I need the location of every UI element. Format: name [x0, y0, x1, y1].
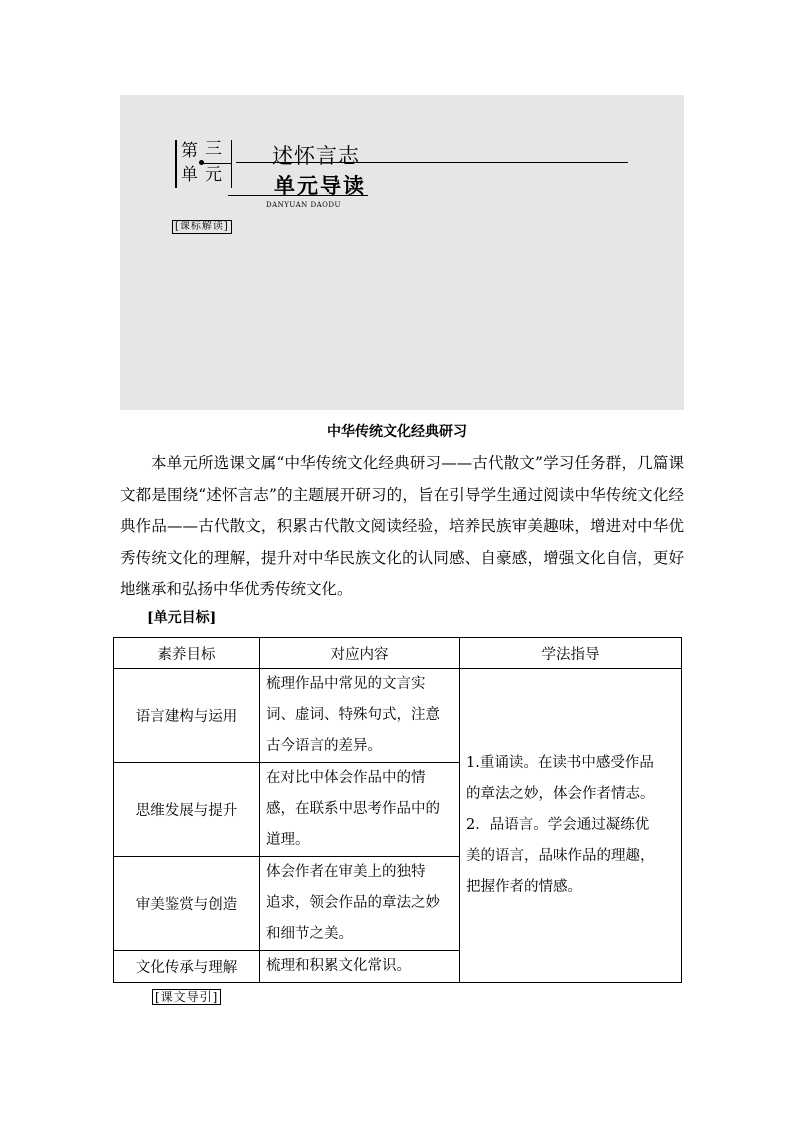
table-header-row [114, 638, 682, 669]
content-line: 梳理作品中常见的文言实 [266, 676, 426, 692]
standard-tag [172, 220, 232, 234]
goal-cell: 思维发展与提升 [114, 763, 260, 857]
table-header: 素养目标 [114, 638, 260, 669]
content-cell [260, 763, 460, 857]
goal-cell: 文化传承与理解 [114, 951, 260, 983]
goals-table [113, 637, 682, 983]
unit-title-pinyin: DANYUAN DAODU [266, 201, 341, 209]
content-line: 感，在联系中思考作品中的 [266, 801, 440, 817]
text-guide-tag-label: [课文导引] [152, 989, 221, 1005]
content-line: 在对比中体会作品中的情 [266, 770, 426, 786]
logo-right-bar [231, 140, 232, 188]
content-line: 道理。 [266, 832, 310, 848]
logo-dot [199, 160, 204, 165]
guidance-line: 1.重诵读。在读书中感受作品 [466, 755, 654, 771]
unit-char: 第 [181, 141, 198, 161]
content-cell [260, 669, 460, 763]
table-header: 对应内容 [260, 638, 460, 669]
goal-cell: 审美鉴赏与创造 [114, 857, 260, 951]
text-guide-tag [152, 989, 221, 1005]
unit-char: 元 [205, 165, 222, 185]
content-line: 词、虚词、特殊句式，注意 [266, 707, 440, 723]
goal-cell: 语言建构与运用 [114, 669, 260, 763]
section-title: 中华传统文化经典研习 [327, 424, 467, 440]
guidance-line: 把握作者的情感。 [466, 879, 582, 895]
guidance-line: 的章法之妙，体会作者情志。 [466, 786, 655, 802]
unit-title: 单元导读 [274, 174, 366, 198]
intro-paragraph: 本单元所选课文属“中华传统文化经典研习——古代散文”学习任务群，几篇课文都是围绕“述怀言志”的主题展开研习的，旨在引导学生通过阅读中华传统文化经典作品——古代散文，积累古代散文阅读经验，培养民族审美趣味，增进对中华优秀传统文化的理解，提升对中华民族文化的认同感、自豪感，增强文化自信，更好地继承和弘扬中华优秀传统文化。 [120, 454, 684, 598]
goals-label: [单元目标] [147, 610, 217, 626]
table-header: 学法指导 [460, 638, 682, 669]
standard-tag-label: [课标解读] [172, 220, 232, 234]
table-row [114, 669, 682, 763]
logo-left-bar [175, 140, 177, 188]
unit-subtitle: 述怀言志 [272, 144, 360, 168]
unit-number-logo [175, 140, 233, 190]
logo-middle-bar [203, 163, 231, 164]
content-cell [260, 857, 460, 951]
guidance-line: 美的语言，品味作品的理趣， [466, 848, 655, 864]
unit-char: 三 [205, 139, 222, 159]
content-line: 古今语言的差异。 [266, 738, 382, 754]
guidance-cell [460, 669, 682, 983]
content-line: 追求，领会作品的章法之妙 [266, 895, 440, 911]
unit-char: 单 [181, 165, 198, 185]
content-line: 体会作者在审美上的独特 [266, 864, 426, 880]
content-line: 梳理和积累文化常识。 [266, 958, 411, 974]
content-cell [260, 951, 460, 983]
content-line: 和细节之美。 [266, 926, 353, 942]
guidance-line: 2．品语言。学会通过凝练优 [466, 817, 650, 833]
